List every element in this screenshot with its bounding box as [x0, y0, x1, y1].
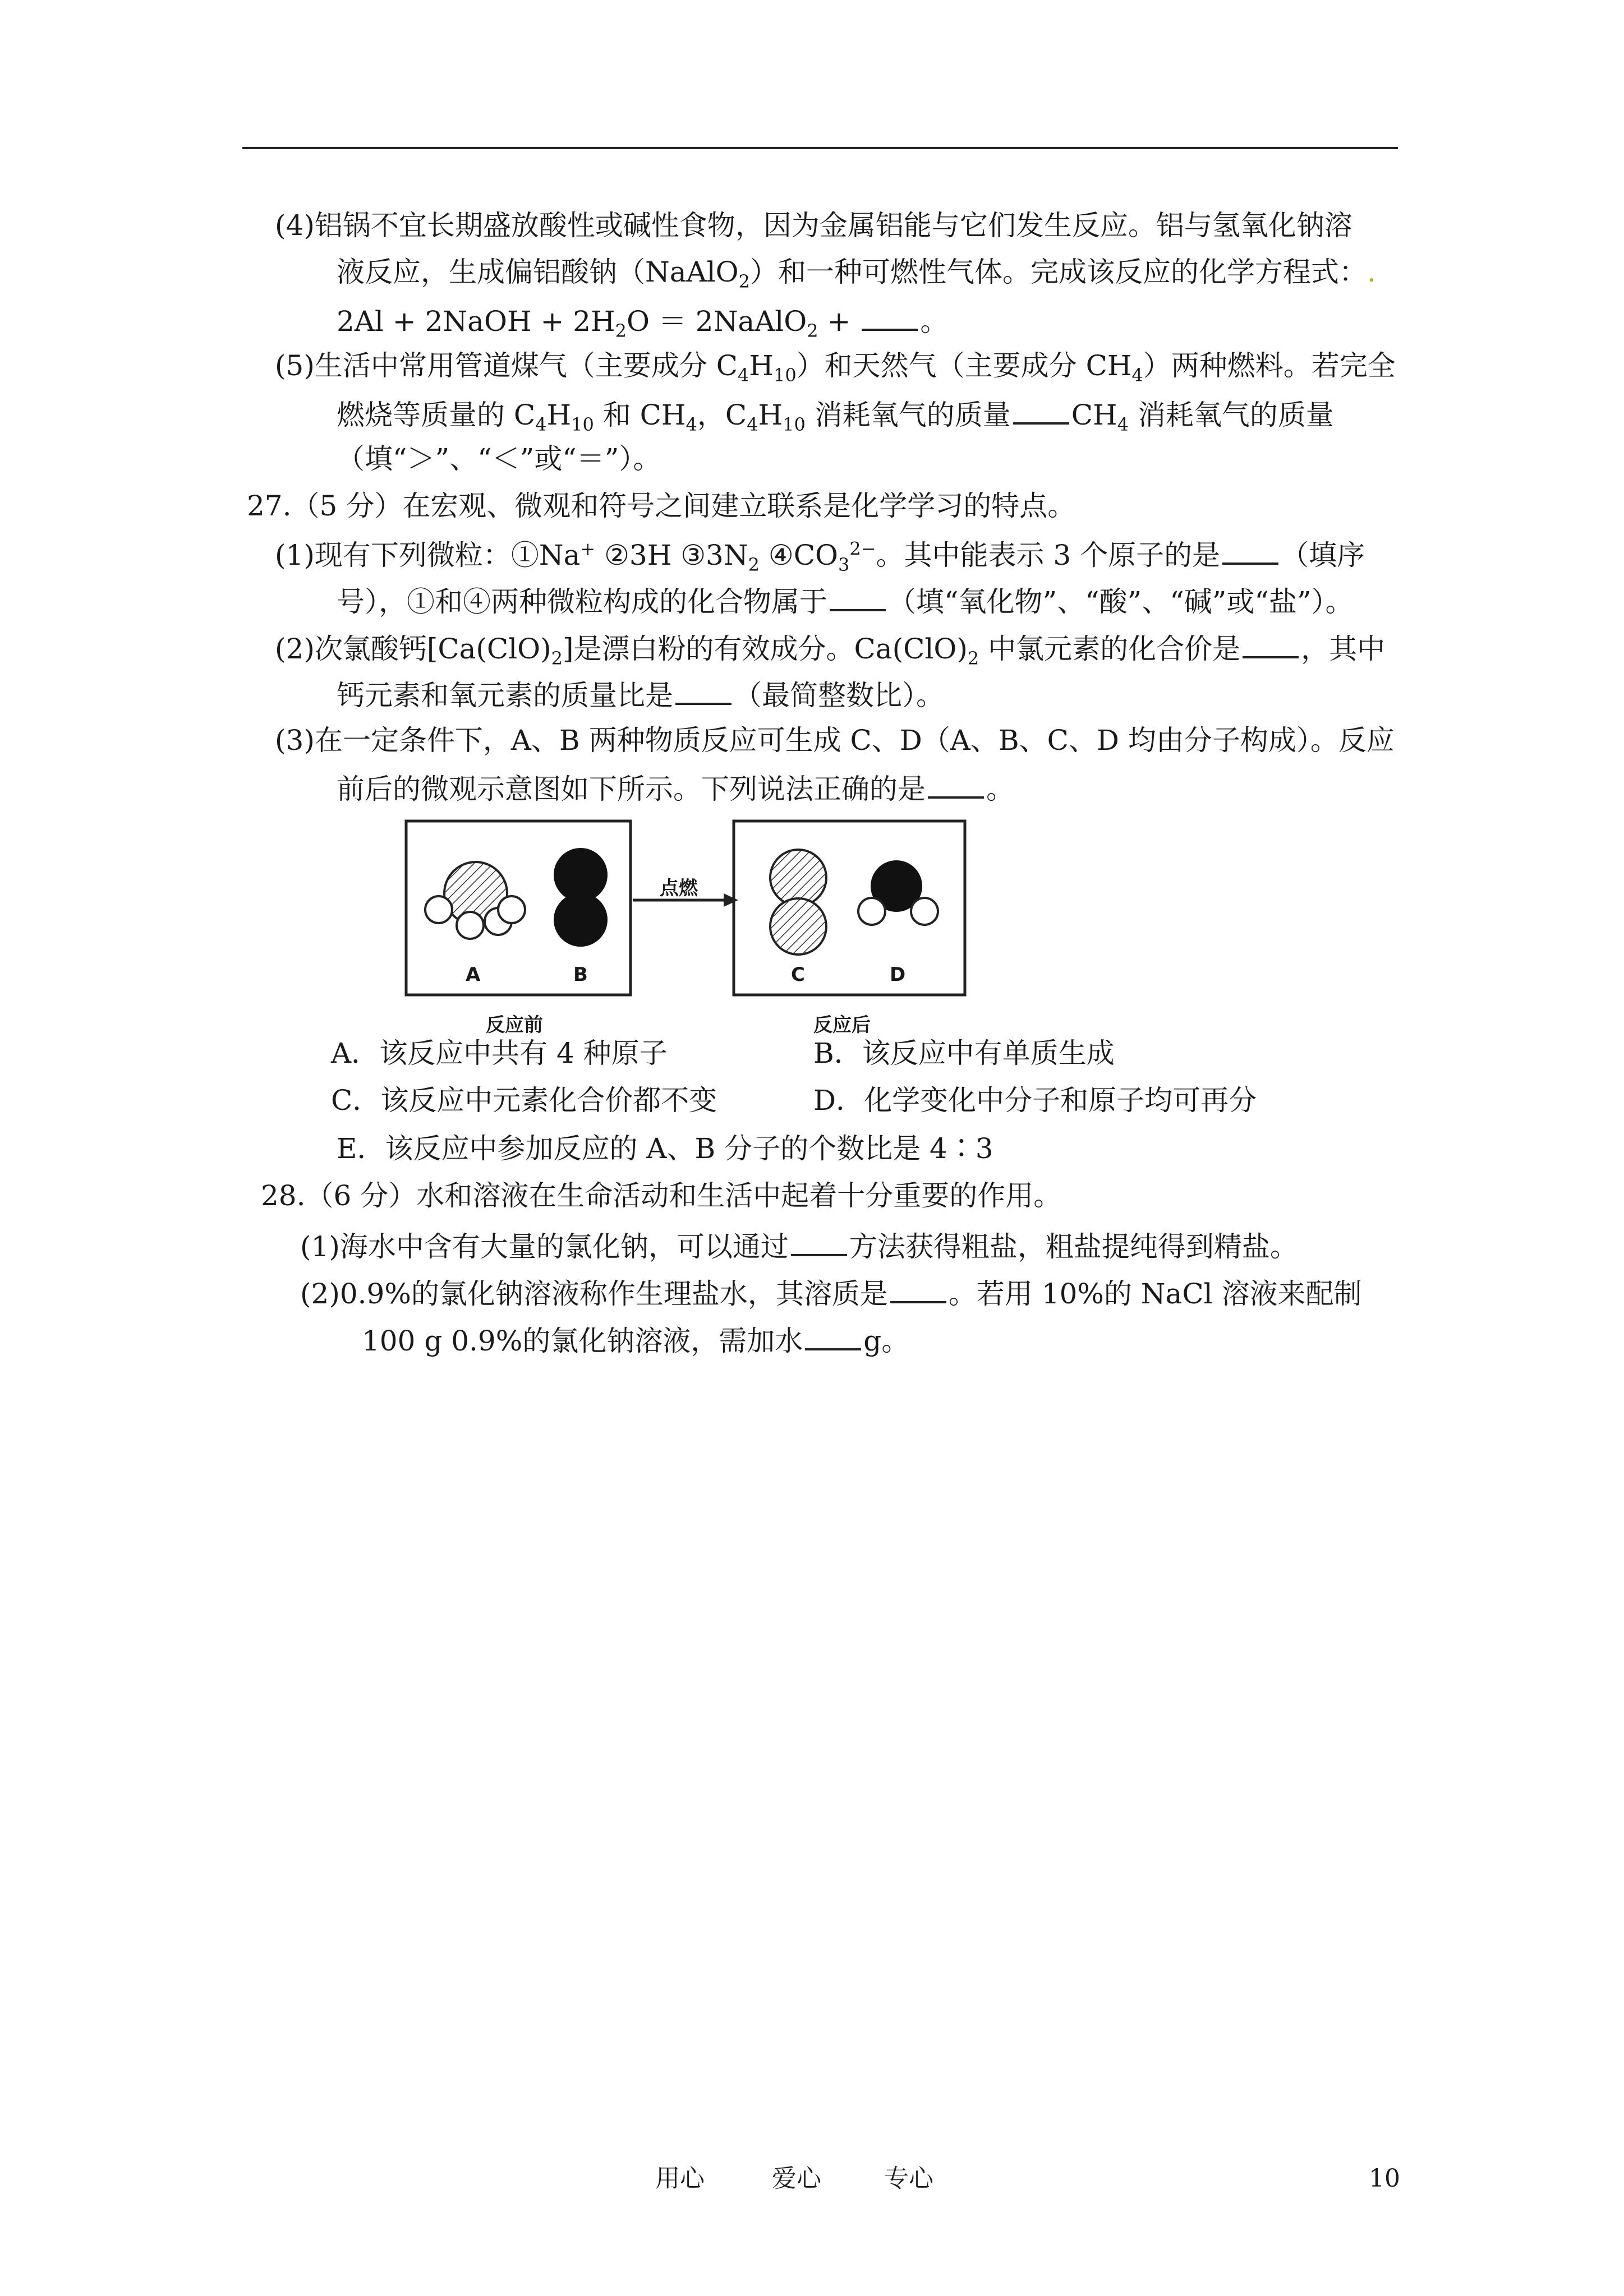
q28-2-line2: 100 g 0.9%的氯化钠溶液，需加水 g。 — [362, 1321, 909, 1358]
q27-1-line2: 号），①和④两种微粒构成的化合物属于 （填“氧化物”、“酸”、“碱”或“盐”）。 — [337, 582, 1354, 619]
q27-title: 27.（5 分）在宏观、微观和符号之间建立联系是化学学习的特点。 — [247, 490, 1076, 522]
header-rule — [242, 147, 1398, 149]
q26-4-line1: (4)铝锅不宜长期盛放酸性或碱性食物，因为金属铝能与它们发生反应。铝与氢氧化钠溶 — [275, 209, 1352, 242]
answer-blank — [805, 1321, 861, 1350]
q27-2-line1: (2)次氯酸钙$[Ca(ClO)_2]$是漂白粉的有效成分。$Ca(ClO)_2$ 中氯元素的化合价是 ，其中 — [275, 629, 1385, 666]
footer-word-1: 用心 — [655, 2164, 705, 2193]
molecule-a-h-atom — [457, 912, 484, 939]
diagram-label-a: A — [466, 963, 481, 986]
answer-blank — [928, 769, 984, 799]
q26-5-line2: 燃烧等质量的 $C_4H_{10}$ 和 $CH_4$，$C_4H_{10}$ 消耗氧气的质量 $CH_4$ 消耗氧气的质量 — [337, 395, 1334, 432]
diagram-label-d: D — [890, 963, 906, 986]
reaction-arrow-head — [724, 893, 738, 907]
answer-blank — [1222, 536, 1278, 565]
answer-blank — [1243, 629, 1299, 658]
diagram-label-b: B — [573, 963, 588, 986]
q26-5-line3: （填“＞”、“＜”或“＝”）。 — [337, 442, 661, 475]
q27-3-line2: 前后的微观示意图如下所示。下列说法正确的是 。 — [337, 769, 1014, 806]
diagram-after-caption: 反应后 — [813, 1014, 871, 1036]
diagram-before-caption: 反应前 — [486, 1014, 543, 1036]
q28-2-line1: (2)0.9%的氯化钠溶液称作生理盐水，其溶质是 。若用 10%的 NaCl 溶液来配制 — [300, 1274, 1361, 1311]
option-c: C．该反应中元素化合价都不变 — [331, 1084, 717, 1117]
q26-4-equation: 2Al + 2NaOH + $2H_2O$ ＝ 2NaAlO$_2$ + 。 — [337, 302, 948, 338]
molecule-a-h-atom — [425, 896, 452, 923]
answer-blank — [830, 582, 886, 611]
answer-blank — [791, 1227, 847, 1256]
q27-3-line1: (3)在一定条件下，A、B 两种物质反应可生成 C、D（A、B、C、D 均由分子构成）。反应 — [275, 724, 1395, 757]
option-a: A．该反应中共有 4 种原子 — [331, 1037, 668, 1069]
option-d: D．化学变化中分子和原子均可再分 — [813, 1084, 1257, 1117]
footer-word-2: 爱心 — [772, 2164, 821, 2193]
diagram-arrow-label: 点燃 — [660, 877, 698, 900]
molecule-d-h-atom — [858, 898, 885, 925]
answer-blank — [890, 1274, 946, 1303]
molecule-a-h-atom — [498, 896, 525, 923]
q26-4-line2: 液反应，生成偏铝酸钠（NaAlO$_2$）和一种可燃性气体。完成该反应的化学方程式：. — [337, 256, 1376, 292]
q27-1-line1: (1)现有下列微粒：①Na+ ②3H $③3N_2$ $④CO_3^{2-}$。其中能表示 3 个原子的是 （填序 — [275, 536, 1365, 572]
answer-blank — [862, 302, 918, 331]
q26-5-line1: (5)生活中常用管道煤气（主要成分 $C_4H_{10}$）和天然气（主要成分 $CH_4$）两种燃料。若完全 — [275, 349, 1396, 386]
option-e: E．该反应中参加反应的 A、B 分子的个数比是 4∶3 — [337, 1132, 993, 1165]
molecule-b-atom — [554, 893, 608, 947]
diagram-label-c: C — [791, 963, 805, 986]
page-number: 10 — [1369, 2164, 1400, 2193]
q28-1: (1)海水中含有大量的氯化钠，可以通过 方法获得粗盐，粗盐提纯得到精盐。 — [300, 1227, 1298, 1264]
molecule-c-atom — [770, 898, 826, 955]
answer-blank — [675, 676, 732, 705]
q28-title: 28.（6 分）水和溶液在生命活动和生活中起着十分重要的作用。 — [261, 1179, 1062, 1212]
reaction-diagram — [404, 819, 976, 1036]
reaction-diagram-svg — [404, 819, 976, 1032]
q27-2-line2: 钙元素和氧元素的质量比是 （最简整数比）。 — [337, 676, 944, 712]
molecule-d-h-atom — [911, 898, 938, 925]
answer-blank — [1013, 395, 1069, 425]
footer-word-3: 专心 — [884, 2164, 933, 2193]
option-b: B．该反应中有单质生成 — [813, 1037, 1115, 1069]
